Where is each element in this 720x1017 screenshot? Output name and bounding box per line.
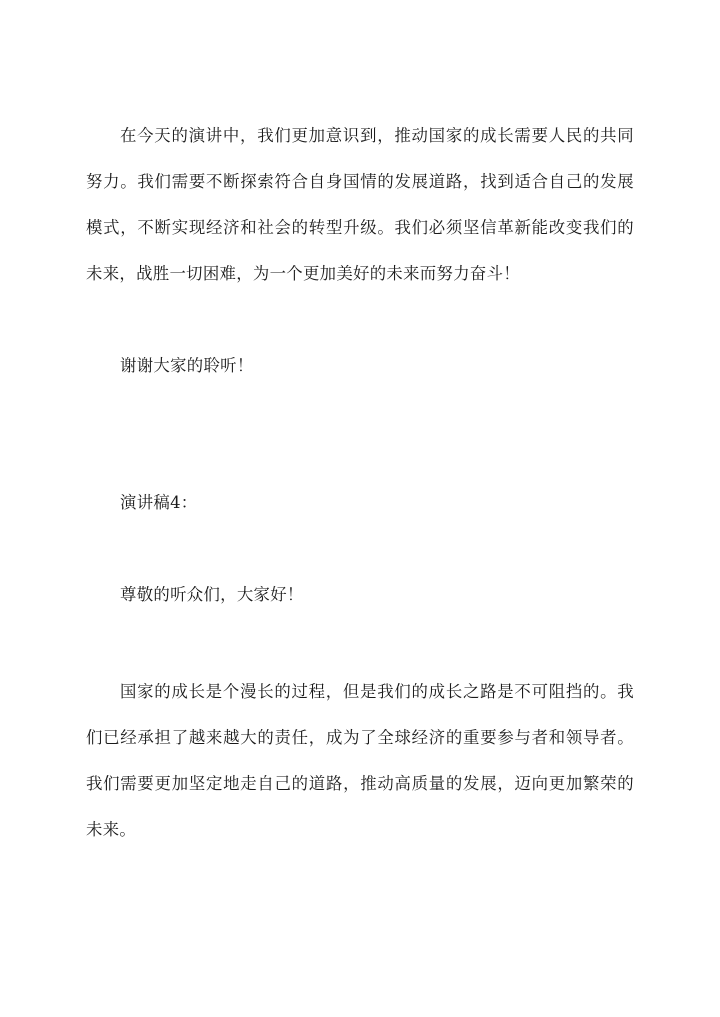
- thanks-line: 谢谢大家的聆听！: [120, 356, 254, 375]
- speech-paragraph-growth: 国家的成长是个漫长的过程，但是我们的成长之路是不可阻挡的。我们已经承担了越来越大的责任，成为了全球经济的重要参与者和领导者。我们需要更加坚定地走自己的道路，推动高质量的发展，迈向更加繁荣的未来。: [86, 682, 634, 839]
- speech-paragraph-conclusion: 在今天的演讲中，我们更加意识到，推动国家的成长需要人民的共同努力。我们需要不断探索符合自身国情的发展道路，找到适合自己的发展模式，不断实现经济和社会的转型升级。我们必须坚信革新能改变我们的未来，战胜一切困难，为一个更加美好的未来而努力奋斗！: [86, 126, 634, 283]
- speech-heading: 演讲稿4：: [120, 493, 198, 512]
- greeting-line: 尊敬的听众们，大家好！: [120, 585, 304, 604]
